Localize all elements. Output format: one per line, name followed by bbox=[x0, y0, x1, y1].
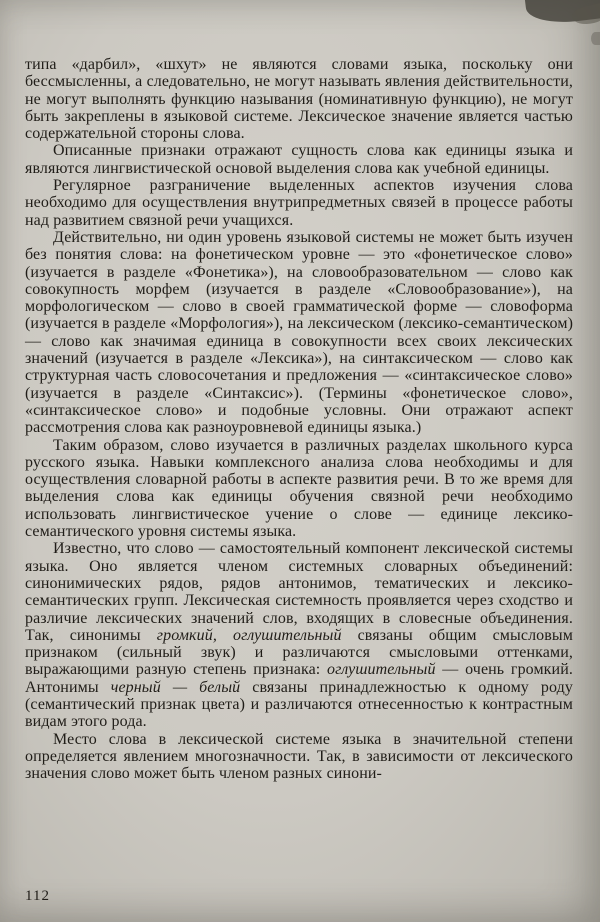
text-run: Действительно, ни один уровень языковой системы не может быть изучен без понятия слова: на фонетическом уровне — это «фонетическое слово» (изучается в разделе «Фонетика»), на словообразовательном — слово как совокупность морфем (изучается в разделе «Словообразование»), на морфологическом — слово в своей грамматической форме — словоформа (изучается в разделе «Морфология»), на лексическом (лексико-семантическом) — слово как значимая единица в совокупности всех своих лексических значений (изучается в разделе «Лексика»), на синтаксическом — слово как структурная часть словосочетания и предложения — «синтаксическое слово» (изучается в разделе «Синтаксис»). (Термины «фонетическое слово», «синтаксическое слово» и подобные условны. Они отражают аспект рассмотрения слова как разноуровневой единицы языка.) bbox=[25, 228, 573, 437]
text-run: Место слова в лексической системе языка в значительной степени определяется явлением многозначности. Так, в зависимости от лексического значения слово может быть членом разных синони- bbox=[25, 730, 573, 783]
paragraph bbox=[25, 731, 573, 783]
italic-term: черный — белый bbox=[110, 678, 241, 696]
page-text bbox=[25, 56, 573, 782]
italic-term: громкий, оглушительный bbox=[156, 626, 342, 644]
page-number: 112 bbox=[25, 888, 50, 904]
paragraph bbox=[25, 142, 573, 177]
paragraph bbox=[25, 56, 573, 142]
text-run: типа «дарбил», «шхут» не являются словами языка, поскольку они бессмысленны, а следовательно, не могут называть явления действительности, не могут выполнять функцию называния (номинативную функцию), не могут быть закреплены в языковой системе. Лексическое значение является частью содержательной стороны слова. bbox=[25, 56, 573, 143]
paragraph bbox=[25, 437, 573, 541]
text-run: Известно, что слово — самостоятельный компонент лексической системы языка. Оно является членом системных словарных объединений: синонимических рядов, рядов антонимов, тематических и лексико-семантических групп. Лексическая системность проявляется через сходство и различие лексических значений слов, входящих в словесные объединения. Так, синонимы bbox=[25, 540, 573, 644]
italic-term: оглушительный bbox=[327, 661, 436, 679]
paragraph bbox=[25, 229, 573, 437]
text-run: связаны общим смысловым признаком (сильный звук) и различаются смысловыми оттенками, выражающими разную степень признака: bbox=[25, 626, 573, 679]
text-run: Таким образом, слово изучается в различных разделах школьного курса русского языка. Навыки комплексного анализа слова необходимы и для осуществления словарной работы в аспекте развития речи. В то же время для выделения слова как единицы обучения связной речи необходимо использовать лингвистическое учение о слове — единице лексико-семантического уровня системы языка. bbox=[25, 436, 573, 541]
text-run: — очень громкий. Антонимы bbox=[25, 661, 573, 696]
scan-artifact-edge-mark bbox=[591, 32, 600, 45]
text-run: связаны принадлежностью к одному роду (семантический признак цвета) и различаются отнесенностью к контрастным видам этого рода. bbox=[25, 678, 573, 731]
paragraph bbox=[25, 540, 573, 730]
text-run: Регулярное разграничение выделенных аспектов изучения слова необходимо для осуществления внутрипредметных связей в процессе работы над развитием связной речи учащихся. bbox=[25, 177, 573, 229]
text-run: Описанные признаки отражают сущность слова как единицы языка и являются лингвистической основой выделения слова как учебной единицы. bbox=[25, 142, 573, 177]
paragraph bbox=[25, 177, 573, 229]
